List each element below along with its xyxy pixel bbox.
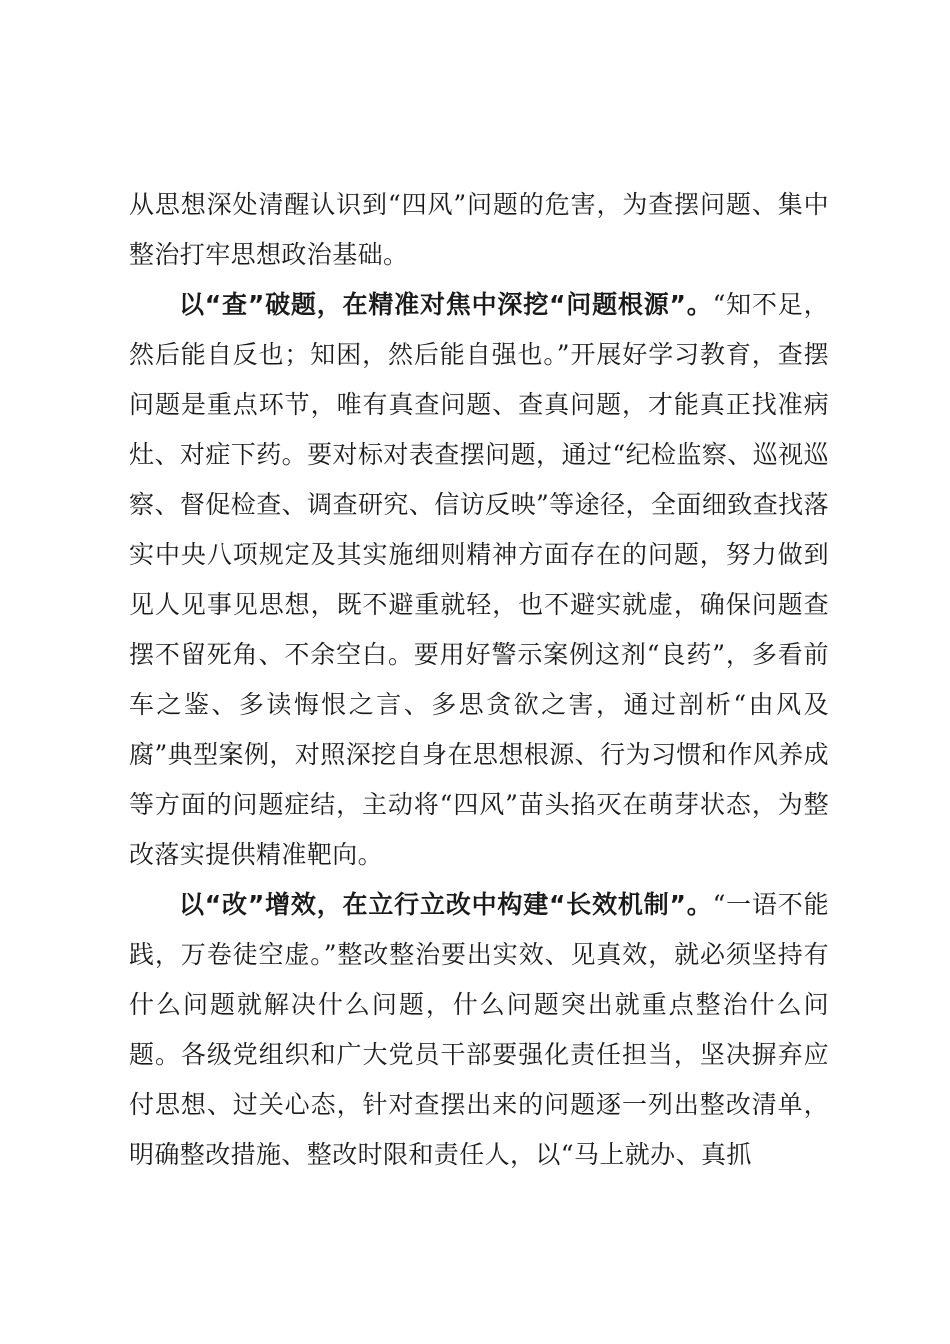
- paragraph-continuation: [129, 180, 829, 280]
- document-body: [129, 180, 829, 1180]
- paragraph-heading: 以“查”破题，在精准对焦中深挖“问题根源”。: [179, 290, 713, 319]
- paragraph-investigate: [129, 280, 829, 880]
- paragraph-rectify: [129, 880, 829, 1180]
- paragraph-text: “一语不能践，万卷徒空虚。”整改整治要出实效、见真效，就必须坚持有什么问题就解决什么问题，什么问题突出就重点整治什么问题。各级党组织和广大党员干部要强化责任担当，坚决摒弃应付思想、过关心态，针对查摆出来的问题逐一列出整改清单，明确整改措施、整改时限和责任人，以“马上就办、真抓: [129, 890, 830, 1169]
- paragraph-text: “知不足，然后能自反也；知困，然后能自强也。”开展好学习教育，查摆问题是重点环节，唯有真查问题、查真问题，才能真正找准病灶、对症下药。要对标对表查摆问题，通过“纪检监察、巡视巡察、督促检查、调查研究、信访反映”等途径，全面细致查找落实中央八项规定及其实施细则精神方面存在的问题，努力做到见人见事见思想，既不避重就轻，也不避实就虚，确保问题查摆不留死角、不余空白。要用好警示案例这剂“良药”，多看前车之鉴、多读悔恨之言、多思贪欲之害，通过剖析“由风及腐”典型案例，对照深挖自身在思想根源、行为习惯和作风养成等方面的问题症结，主动将“四风”苗头掐灭在萌芽状态，为整改落实提供精准靶向。: [129, 290, 830, 869]
- paragraph-heading: 以“改”增效，在立行立改中构建“长效机制”。: [179, 890, 713, 919]
- paragraph-text: 从思想深处清醒认识到“四风”问题的危害，为查摆问题、集中整治打牢思想政治基础。: [129, 190, 829, 269]
